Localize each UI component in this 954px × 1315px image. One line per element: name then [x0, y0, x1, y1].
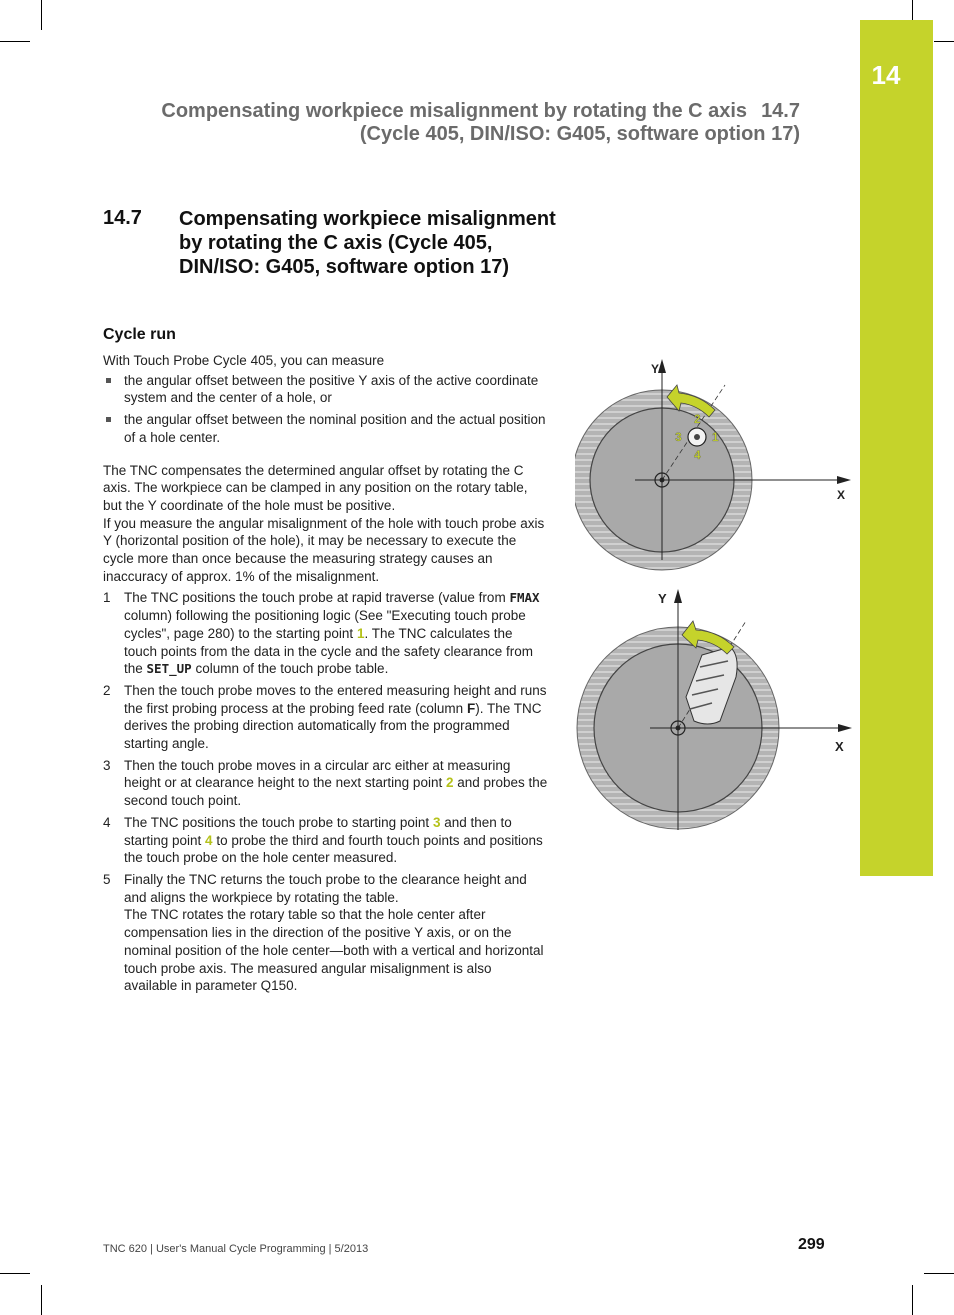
point-label-1: 1 — [712, 430, 719, 444]
section-number: 14.7 — [103, 207, 142, 229]
x-axis-arrow — [838, 724, 852, 732]
running-header — [161, 100, 800, 146]
running-header-title: Compensating workpiece misalignment by rotating the C axis — [161, 100, 748, 122]
step-item: 1 The TNC positions the touch probe at rapid traverse (value from FMAX column) following the positioning logic (See "Executing touch probe cycles", page 280) to the starting point 1. The TNC calculates the touch points from the data in the cycle and the safety clearance from the SET_UP column of the touch probe table. — [103, 590, 540, 677]
point-label-2: 2 — [694, 412, 701, 426]
y-axis-arrow — [658, 359, 666, 373]
step-number: 1 — [103, 590, 111, 606]
crop-mark — [0, 1273, 30, 1274]
intro-text: With Touch Probe Cycle 405, you can measure — [103, 353, 385, 368]
figure-rotation-compensation — [570, 585, 855, 835]
crop-mark — [41, 0, 42, 30]
step-number: 4 — [103, 814, 111, 830]
step-number: 5 — [103, 871, 111, 887]
step-item: 4 The TNC positions the touch probe to starting point 3 and then to starting point 4 to probe the third and fourth touch points and positions the touch probe on the hole center measured. — [103, 814, 543, 866]
subsection-title: Cycle run — [103, 326, 176, 343]
point-ref: 1 — [356, 625, 365, 641]
bullet-list — [103, 372, 548, 447]
crop-mark — [934, 41, 954, 42]
step-item: 2 Then the touch probe moves to the entered measuring height and runs the first probing process at the probing feed rate (column F). The TNC derives the probing direction automatically from the programmed starting angle. — [103, 682, 547, 752]
footer-text: TNC 620 | User's Manual Cycle Programming | 5/2013 — [103, 1243, 369, 1255]
running-header-subtitle: (Cycle 405, DIN/ISO: G405, software option 17) — [359, 123, 800, 145]
running-header-number: 14.7 — [761, 100, 800, 122]
step-number: 3 — [103, 757, 111, 773]
point-ref: 2 — [445, 775, 454, 791]
page-number: 299 — [798, 1236, 825, 1253]
code-set-up: SET_UP — [146, 661, 192, 677]
step-item: 3 Then the touch probe moves in a circular arc either at measuring height or at clearance height to the next starting point 2 and probes the second touch point. — [103, 757, 548, 809]
point-ref: 4 — [205, 832, 213, 848]
code-fmax: FMAX — [509, 590, 540, 606]
paragraph: If you measure the angular misalignment of the hole with touch probe axis Y (horizontal position of the hole), it may be necessary to execute the cycle more than once because the measuring strategy causes an inaccuracy of approx. 1% of the misalignment. — [103, 515, 545, 584]
point-label-4: 4 — [694, 448, 701, 462]
crop-mark — [912, 1285, 913, 1315]
crop-mark — [0, 41, 30, 42]
y-axis-arrow — [674, 589, 682, 603]
step-item: 5 Finally the TNC returns the touch probe to the clearance height and and aligns the workpiece by rotating the table. The TNC rotates the rotary table so that the hole center after compensation lies in the direction of the positive Y axis, or on the nominal position of the hole center—both with a vertical and horizontal touch probe axis. The measured angular misalignment is also available in parameter Q150. — [103, 871, 544, 994]
x-axis-label: X — [837, 488, 846, 502]
bullet-item: the angular offset between the nominal position and the actual position of a hole center. — [103, 411, 548, 446]
chapter-number: 14 — [871, 60, 901, 90]
y-axis-label: Y — [658, 591, 667, 606]
figure-probing-hole — [575, 355, 855, 575]
body-text — [103, 352, 548, 999]
point-ref: 3 — [432, 814, 441, 830]
x-axis-arrow — [837, 476, 851, 484]
step-number: 2 — [103, 682, 111, 698]
paragraph: The TNC compensates the determined angular offset by rotating the C axis. The workpiece can be clamped in any position on the rotary table, but the Y coordinate of the hole must be positive. — [103, 462, 528, 513]
crop-mark — [924, 1273, 954, 1274]
x-axis-label: X — [835, 739, 844, 754]
step-list — [103, 589, 548, 994]
bullet-item: the angular offset between the positive Y axis of the active coordinate system and the center of a hole, or — [103, 372, 548, 407]
crop-mark — [912, 0, 913, 20]
point-label-3: 3 — [675, 430, 682, 444]
y-axis-label: Y — [651, 362, 660, 376]
chapter-tab — [860, 20, 933, 876]
crop-mark — [41, 1285, 42, 1315]
section-title: Compensating workpiece misalignment by rotating the C axis (Cycle 405, DIN/ISO: G405, software option 17) — [179, 208, 556, 278]
